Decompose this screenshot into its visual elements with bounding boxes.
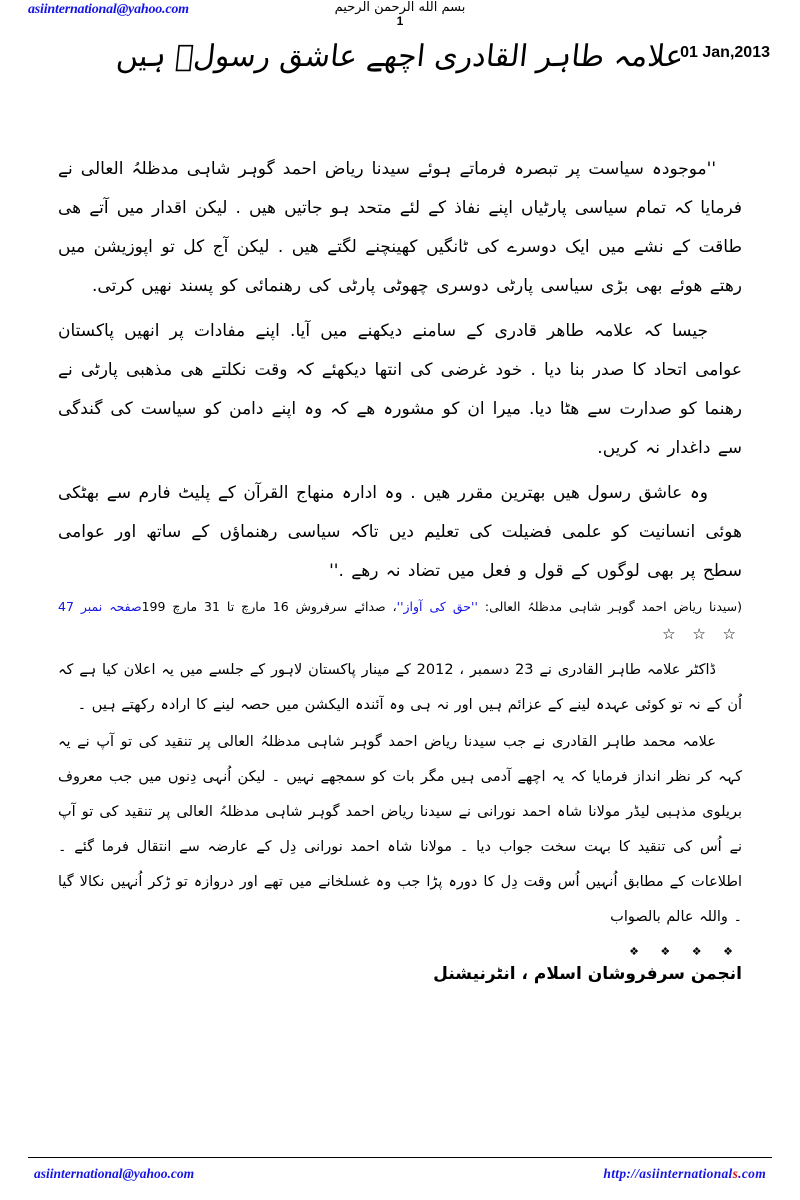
footer-email-link[interactable]: asiinternational@yahoo.com <box>34 1166 195 1181</box>
lower-paragraph: علامہ محمد طاہر القادری نے جب سیدنا ریاض احمد گوہر شاہی مدظلہُ العالی پر تنقید کی تو آپ نے یہ کہہ کر نظر انداز فرمایا کہ یہ اچھے آدمی ہیں مگر بات کو سمجھے نہیں ۔ لیکن اُنہی دِنوں میں جب معروف بریلوی مذہبی لیڈر مولانا شاہ احمد نورانی نے سیدنا ریاض احمد گوہر شاہی مدظلہُ العالی پر تنقید کی تو آپ نے اُس کی تنقید کا بہت سخت جواب دیا ۔ مولانا شاہ احمد نورانی دِل کے عارضہ سے انتقال فرما گئے ۔ اطلاعات کے مطابق اُنہیں اُس وقت دِل کا دورہ پڑا جب وہ غسلخانے میں تھے اور دروازہ تو ڑکر اُنہیں نکالا گیا ۔ واللہ عالم بالصواب <box>58 734 742 925</box>
article-body <box>58 150 742 984</box>
document-date: 01 Jan,2013 <box>680 44 770 61</box>
footer-url-suffix: .com <box>738 1166 766 1181</box>
footer-url-highlight: s <box>732 1166 739 1181</box>
bismillah-text: بسم الله الرحمن الرحيم <box>334 0 466 15</box>
source-citation <box>58 597 742 617</box>
citation-quoted-title: ''حق کی آواز'' <box>396 599 478 614</box>
citation-prefix: (سیدنا ریاض احمد گوہر شاہی مدظلہُ العالی: <box>477 599 742 614</box>
header-email-link[interactable]: asiinternational@yahoo.com <box>28 2 189 17</box>
diamond-separator: ❖ ❖ ❖ ❖ <box>629 945 742 958</box>
citation-page-reference: صفحہ نمبر 47 <box>58 599 142 614</box>
organization-name: انجمن سرفروشان اسلام ، انٹرنیشنل <box>433 964 742 984</box>
footer-website-link[interactable] <box>603 1166 766 1182</box>
citation-middle: ، صدائے سرفروش 16 مارچ تا 31 مارچ 199 <box>141 599 397 614</box>
lower-paragraph: ڈاکٹر علامہ طاہر القادری نے 23 دسمبر ، 2012 کے مینار پاکستان لاہور کے جلسے میں یہ اعلان کیا ہے کہ اُن کے نہ تو کوئی عہدہ لینے کے عزائم ہیں اور نہ ہی وہ آئندہ الیکشن میں حصہ لینے کا ارادہ رکھتے ہیں ۔ <box>58 662 742 713</box>
body-paragraph: ''موجودہ سیاست پر تبصرہ فرماتے ہوئے سیدنا ریاض احمد گوہر شاہی مدظلہُ العالی نے فرمایا کہ تمام سیاسی پارٹیاں اپنے نفاذ کے لئے متحد ہو جاتیں ھیں . لیکن اقدار میں آتے ھی طاقت کے نشے میں ایک دوسرے کی ٹانگیں کھینچنے لگتے ھیں . لیکن آج کل تو اپوزیشن میں رھتے ھوئے بھی بڑی سیاسی پارٹی دوسری چھوٹی پارٹی کی رھنمائی کو پسند نھیں کرتی. <box>58 159 742 296</box>
footer-divider <box>28 1157 772 1158</box>
page-number: 1 <box>396 14 404 28</box>
footer-url-prefix: http://asiinternational <box>603 1166 733 1181</box>
page-title: علامہ طاہر القادری اچھے عاشق رسولؐ ہیں <box>114 39 686 74</box>
body-paragraph: وہ عاشق رسول ھیں بھترین مقرر ھیں . وہ ادارہ منھاج القرآن کے پلیٹ فارم سے بھٹکی ھوئی انسانیت کو علمی فضیلت کی تعلیم دیں تاکہ سیاسی رھنماؤں کے ساتھ اور عوامی سطح پر بھی لوگوں کے قول و فعل میں تضاد نہ رھے .'' <box>58 483 742 581</box>
body-paragraph: جیسا کہ علامہ طاھر قادری کے سامنے دیکھنے میں آیا. اپنے مفادات پر انھیں پاکستان عوامی اتحاد کا صدر بنا دیا . خود غرضی کی انتھا دیکھئے کہ وقت نکلتے ھی مذھبی پارٹی نے رھنما کو صدارت سے ھٹا دیا. میرا ان کو مشورہ ھے کہ وہ اپنے دامن کو سیاست کی گندگی سے داغدار نہ کریں. <box>58 321 742 458</box>
star-separator: ☆ ☆ ☆ <box>662 625 742 643</box>
